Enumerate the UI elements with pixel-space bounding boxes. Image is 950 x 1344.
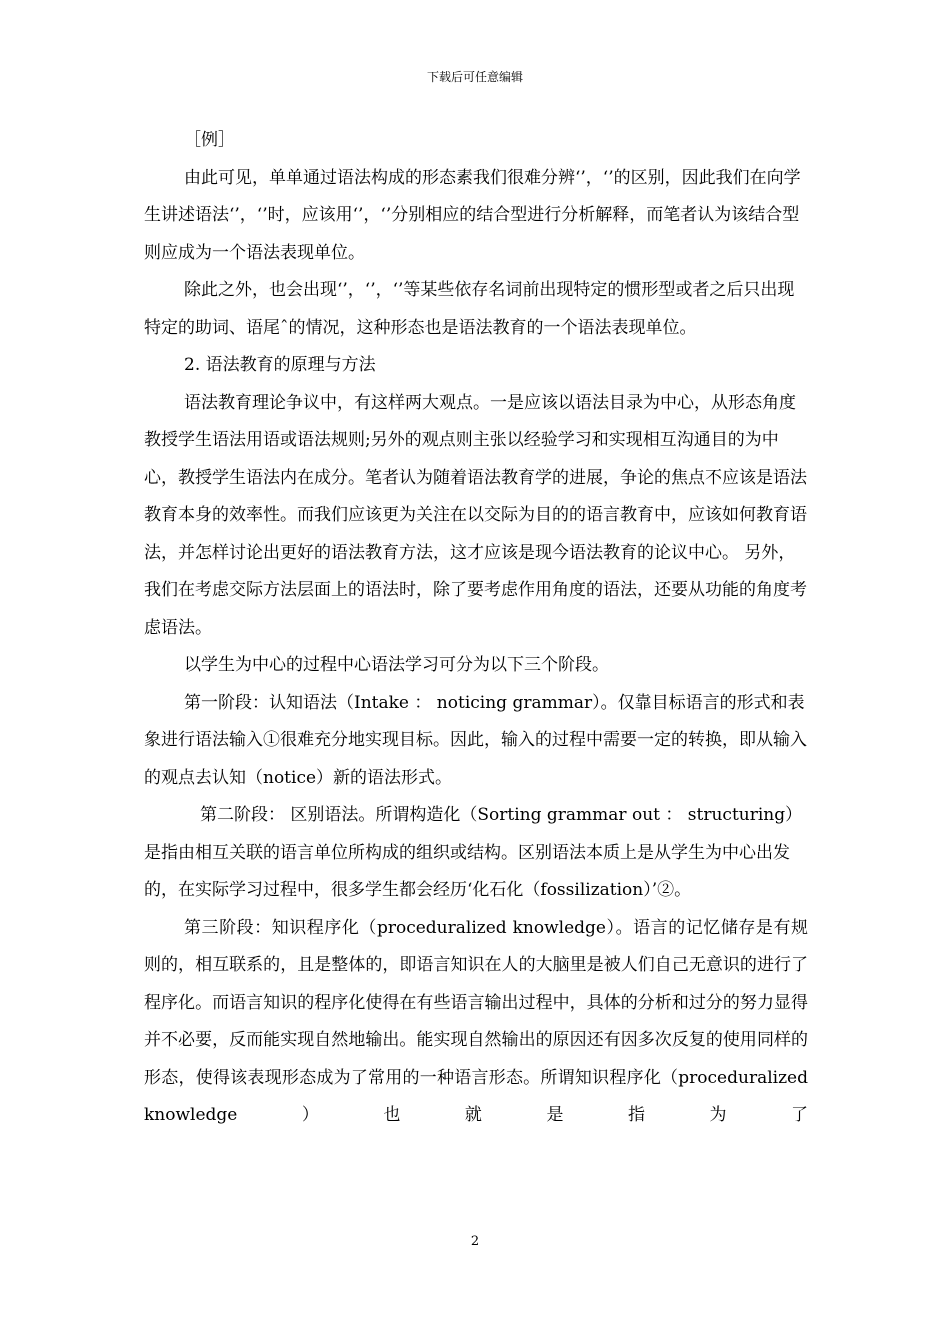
section-heading: 2. 语法教育的原理与方法 xyxy=(184,355,376,375)
example-label: ［例］ xyxy=(184,130,235,150)
paragraph-stage-three: 第三阶段：知识程序化（proceduralized knowledge）。语言的记忆储存是有规则的，相互联系的，且是整体的，即语言知识在人的大脑里是被人们自己无意识的进行了程序化。而语言知识的程序化使得在有些语言输出过程中，具体的分析和过分的努力显得并不必要，反而能实现自然地输出。能实现自然输出的原因还有因多次反复的使用同样的形态，使得该表现形态成为了常用的一种语言形态。所谓知识程序化（proceduralized knowledge）也就是指为了 xyxy=(144,917,808,1125)
paragraph-stage-one: 第一阶段：认知语法（Intake ： noticing grammar）。仅靠目标语言的形式和表象进行语法输入①很难充分地实现目标。因此，输入的过程中需要一定的转换，即从输入的观点去认知（notice）新的语法形式。 xyxy=(144,692,807,788)
paragraph: 由此可见，单单通过语法构成的形态素我们很难分辨‘’，‘’的区别，因此我们在向学生讲述语法‘’，‘’时，应该用‘’，‘’分别相应的结合型进行分析解释，而笔者认为该结合型则应成为一个语法表现单位。 xyxy=(144,167,801,263)
paragraph: 除此之外，也会出现‘’，‘’，‘’等某些依存名词前出现特定的惯形型或者之后只出现特定的助词、语尾ˆ的情况，这种形态也是语法教育的一个语法表现单位。 xyxy=(144,280,795,338)
paragraph: 语法教育理论争议中，有这样两大观点。一是应该以语法目录为中心，从形态角度教授学生语法用语或语法规则;另外的观点则主张以经验学习和实现相互沟通目的为中心，教授学生语法内在成分。笔者认为随着语法教育学的进展，争论的焦点不应该是语法教育本身的效率性。而我们应该更为关注在以交际为目的的语言教育中，应该如何教育语法，并怎样讨论出更好的语法教育方法，这才应该是现今语法教育的论议中心。 另外，我们在考虑交际方法层面上的语法时，除了要考虑作用角度的语法，还要从功能的角度考虑语法。 xyxy=(144,392,807,638)
paragraph-stage-two: 第二阶段： 区别语法。所谓构造化（Sorting grammar out ： structuring）是指由相互关联的语言单位所构成的组织或结构。区别语法本质上是从学生为中心出发的，在实际学习过程中，很多学生都会经历‘化石化（fossilization）’②。 xyxy=(144,805,803,900)
paragraph: 以学生为中心的过程中心语法学习可分为以下三个阶段。 xyxy=(184,655,609,675)
page-number: 2 xyxy=(470,1234,480,1249)
document-body xyxy=(144,122,808,1135)
page-header: 下载后可任意编辑 xyxy=(426,70,523,84)
